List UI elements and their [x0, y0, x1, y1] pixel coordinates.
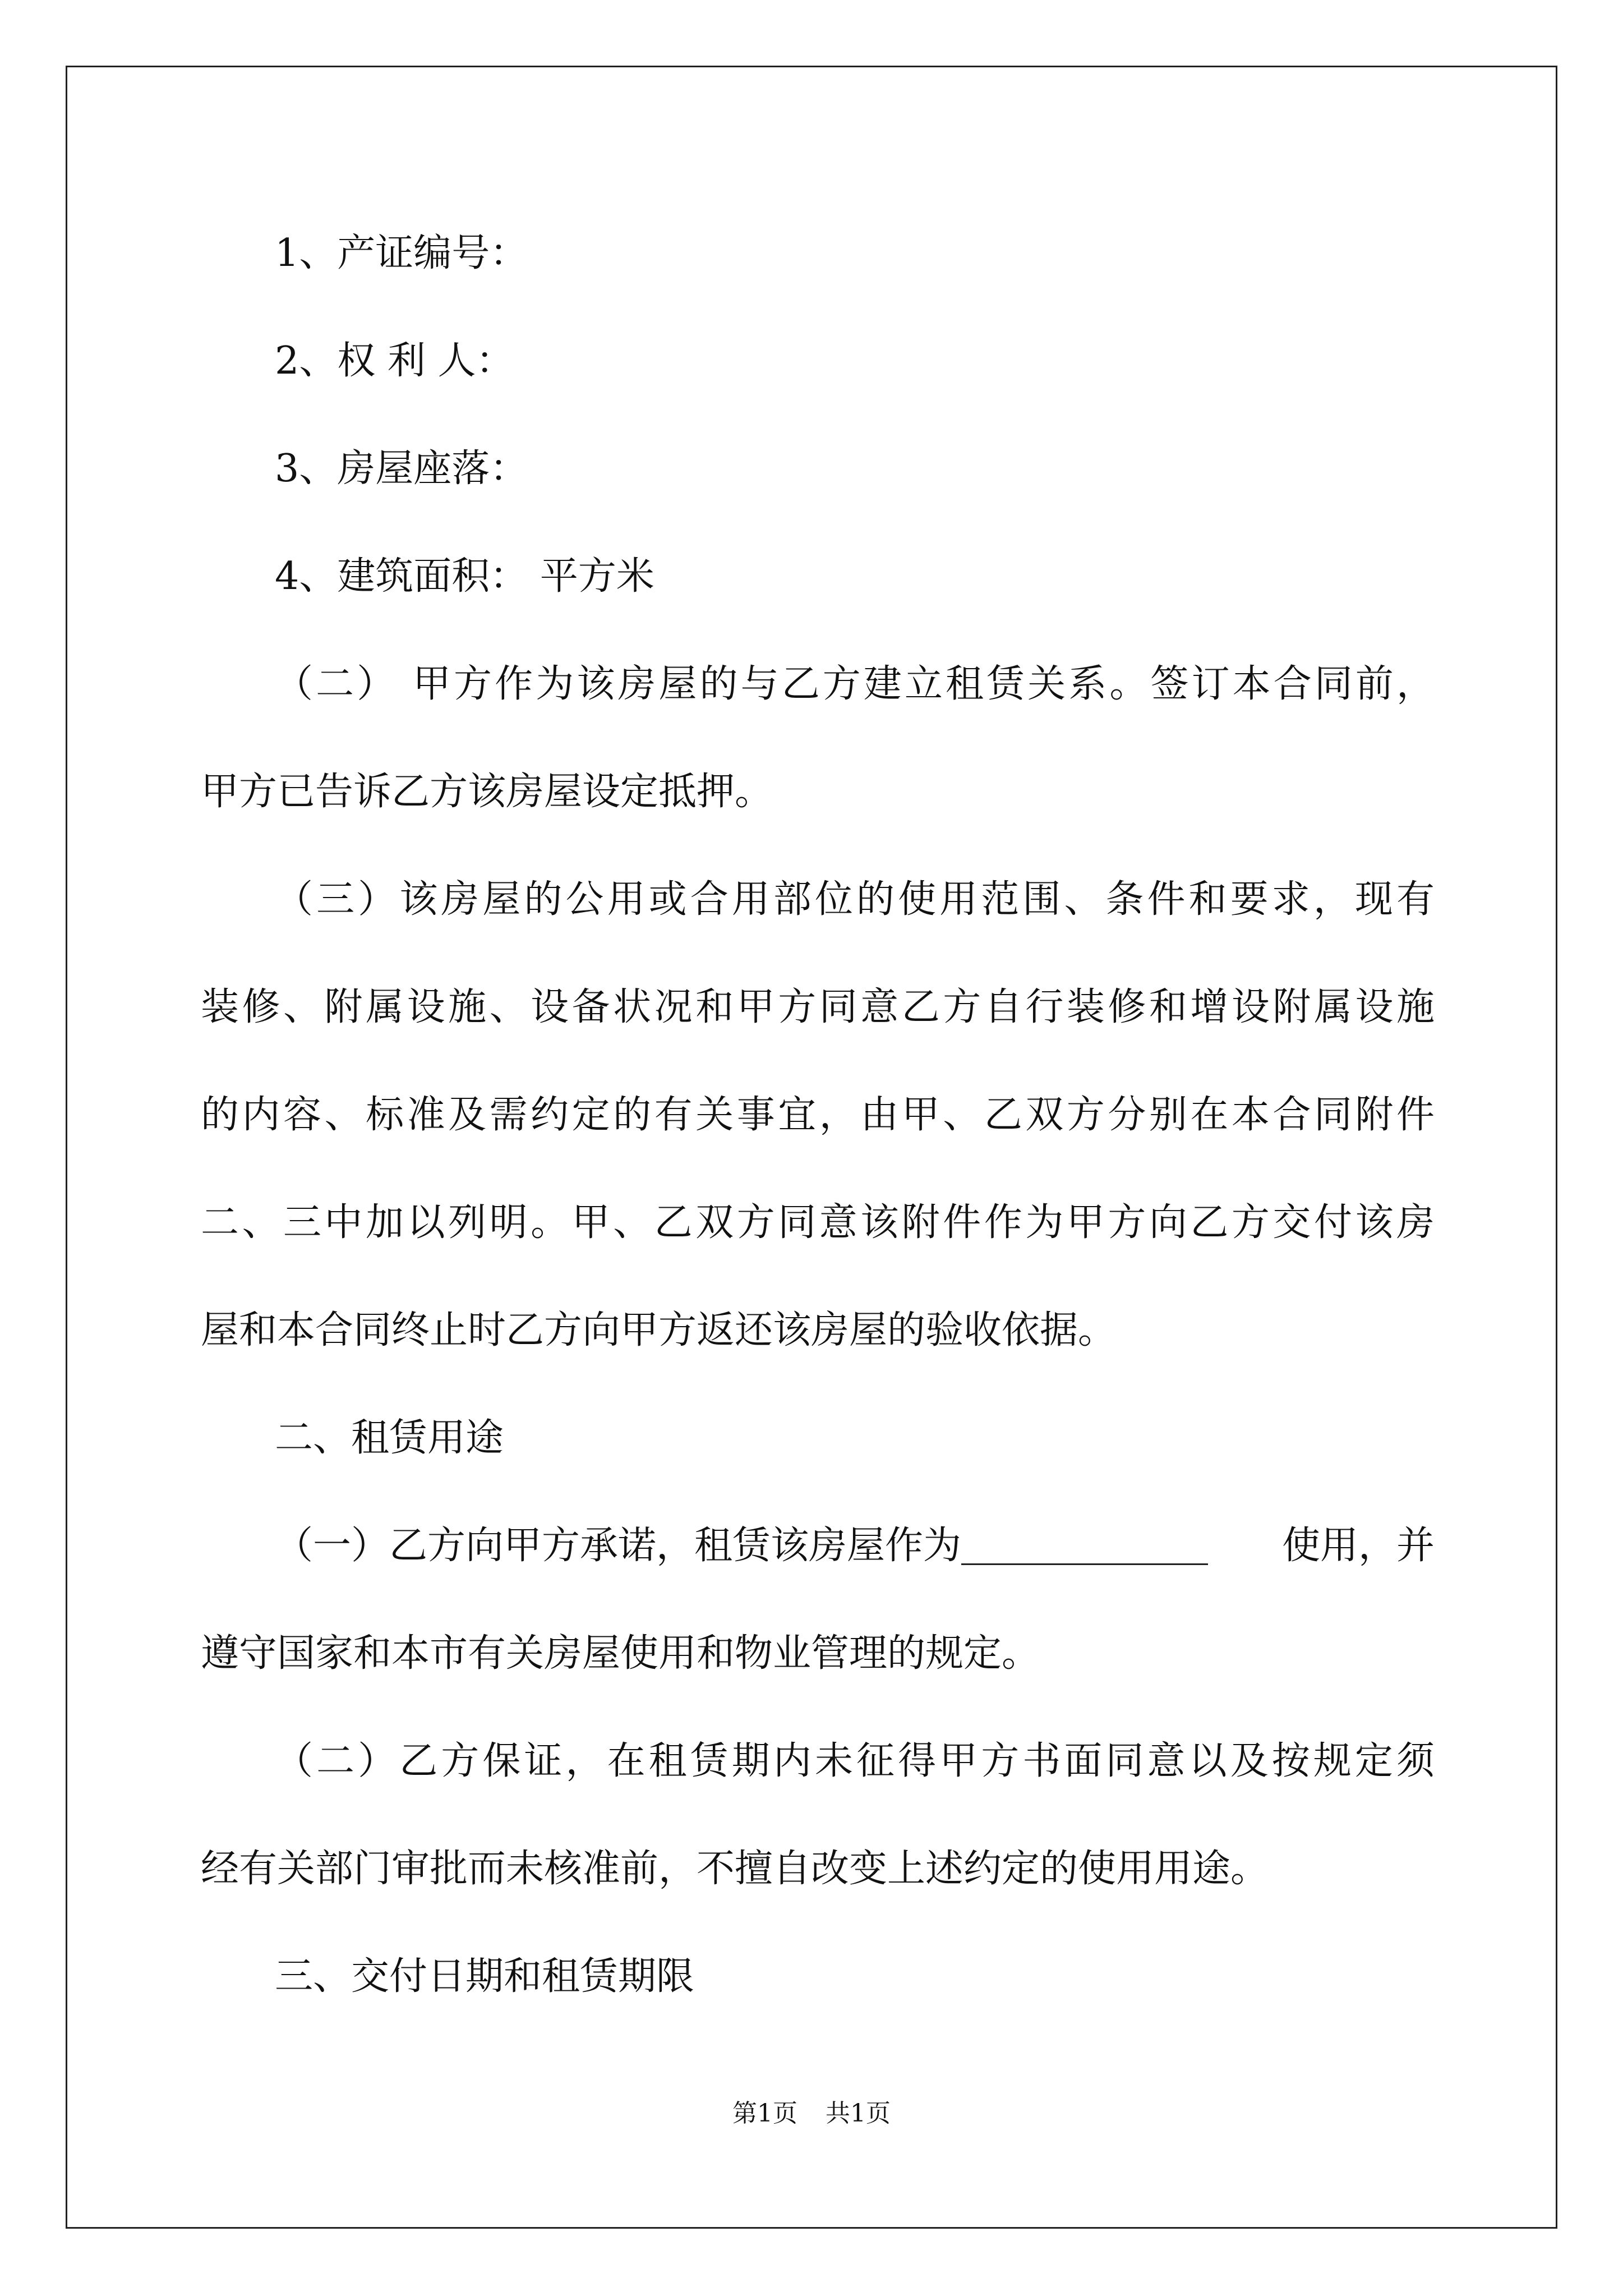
- page-total: 共1页: [826, 2099, 891, 2128]
- paragraph-line: 屋和本合同终止时乙方向甲方返还该房屋的验收依据。: [201, 1308, 1117, 1352]
- paragraph-line: 装修、附属设施、设备状况和甲方同意乙方自行装修和增设附属设施: [201, 985, 1435, 1029]
- paragraph-line: [275, 1524, 1435, 1568]
- paragraph-line: 经有关部门审批而未核准前，不擅自改变上述约定的使用用途。: [201, 1847, 1269, 1891]
- page-border: [66, 66, 1557, 2229]
- page-number: 第1页: [732, 2099, 797, 2128]
- paragraph-line-segment: [275, 1524, 1208, 1568]
- section-heading-delivery: 三、交付日期和租赁期限: [275, 1954, 695, 1999]
- page-footer: [0, 2101, 1623, 2126]
- paragraph-line: （二） 甲方作为该房屋的与乙方建立租赁关系。签订本合同前，: [275, 662, 1435, 706]
- paragraph-line: 甲方已告诉乙方该房屋设定抵押。: [201, 770, 773, 814]
- paragraph-line: （三）该房屋的公用或合用部位的使用范围、条件和要求，现有: [275, 877, 1435, 922]
- section-heading-purpose: 二、租赁用途: [275, 1416, 504, 1460]
- text-segment: 使用，并: [1281, 1524, 1435, 1568]
- paragraph-line: 二、三中加以列明。甲、乙双方同意该附件作为甲方向乙方交付该房: [201, 1200, 1435, 1245]
- fill-in-blank: [961, 1531, 1208, 1565]
- item-location: 3、房屋座落：: [275, 447, 528, 491]
- paragraph-line: 遵守国家和本市有关房屋使用和物业管理的规定。: [201, 1631, 1040, 1676]
- item-owner: 2、权 利 人：: [275, 339, 514, 383]
- text-segment: （一）乙方向甲方承诺，租赁该房屋作为: [275, 1524, 962, 1568]
- item-cert-number: 1、产证编号：: [275, 231, 528, 275]
- paragraph-line: 的内容、标准及需约定的有关事宜，由甲、乙双方分别在本合同附件: [201, 1093, 1435, 1137]
- item-floor-area: 4、建筑面积： 平方米: [275, 554, 654, 599]
- paragraph-line: （二）乙方保证，在租赁期内未征得甲方书面同意以及按规定须: [275, 1739, 1435, 1783]
